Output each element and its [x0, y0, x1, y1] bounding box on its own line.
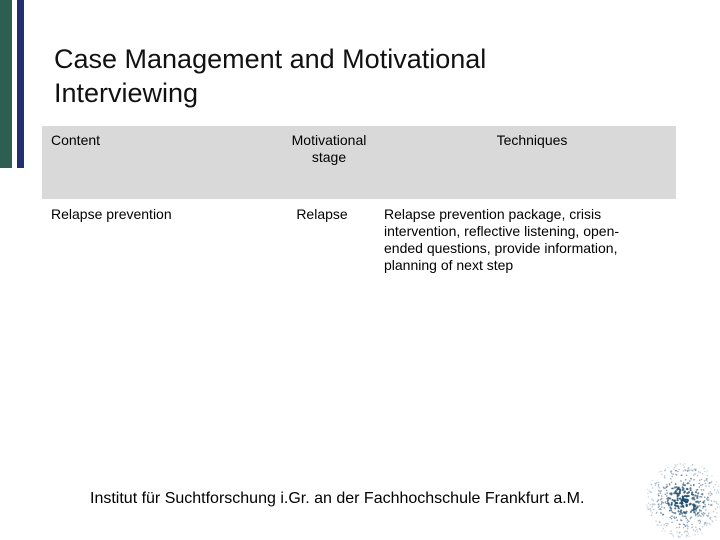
slide-title	[54, 42, 654, 110]
side-bar-decoration-dark	[0, 0, 12, 168]
cell-techniques	[384, 206, 634, 274]
footer-institute: Institut für Suchtforschung i.Gr. an der Fachhochschule Frankfurt a.M.	[90, 490, 585, 507]
techniques-line-2: intervention, reflective listening, open-	[384, 223, 620, 239]
side-bar-decoration-accent	[17, 0, 24, 168]
techniques-line-3: ended questions, provide information,	[384, 240, 618, 256]
header-motivational-stage	[272, 132, 386, 166]
header-stage-line-2: stage	[311, 149, 347, 165]
techniques-line-4: planning of next step	[384, 257, 514, 273]
table-row	[42, 199, 676, 319]
cell-stage: Relapse	[296, 206, 348, 222]
slide-title-line-1: Case Management and Motivational	[54, 44, 487, 74]
slide-title-line-2: Interviewing	[54, 78, 199, 108]
header-content: Content	[51, 132, 101, 148]
cell-content: Relapse prevention	[51, 206, 172, 222]
dot-cluster-logo-icon	[640, 460, 720, 540]
techniques-line-1: Relapse prevention package, crisis	[384, 206, 602, 222]
header-stage-line-1: Motivational	[291, 132, 367, 148]
header-techniques: Techniques	[496, 132, 568, 148]
table-header	[42, 126, 676, 199]
content-table	[42, 126, 676, 319]
